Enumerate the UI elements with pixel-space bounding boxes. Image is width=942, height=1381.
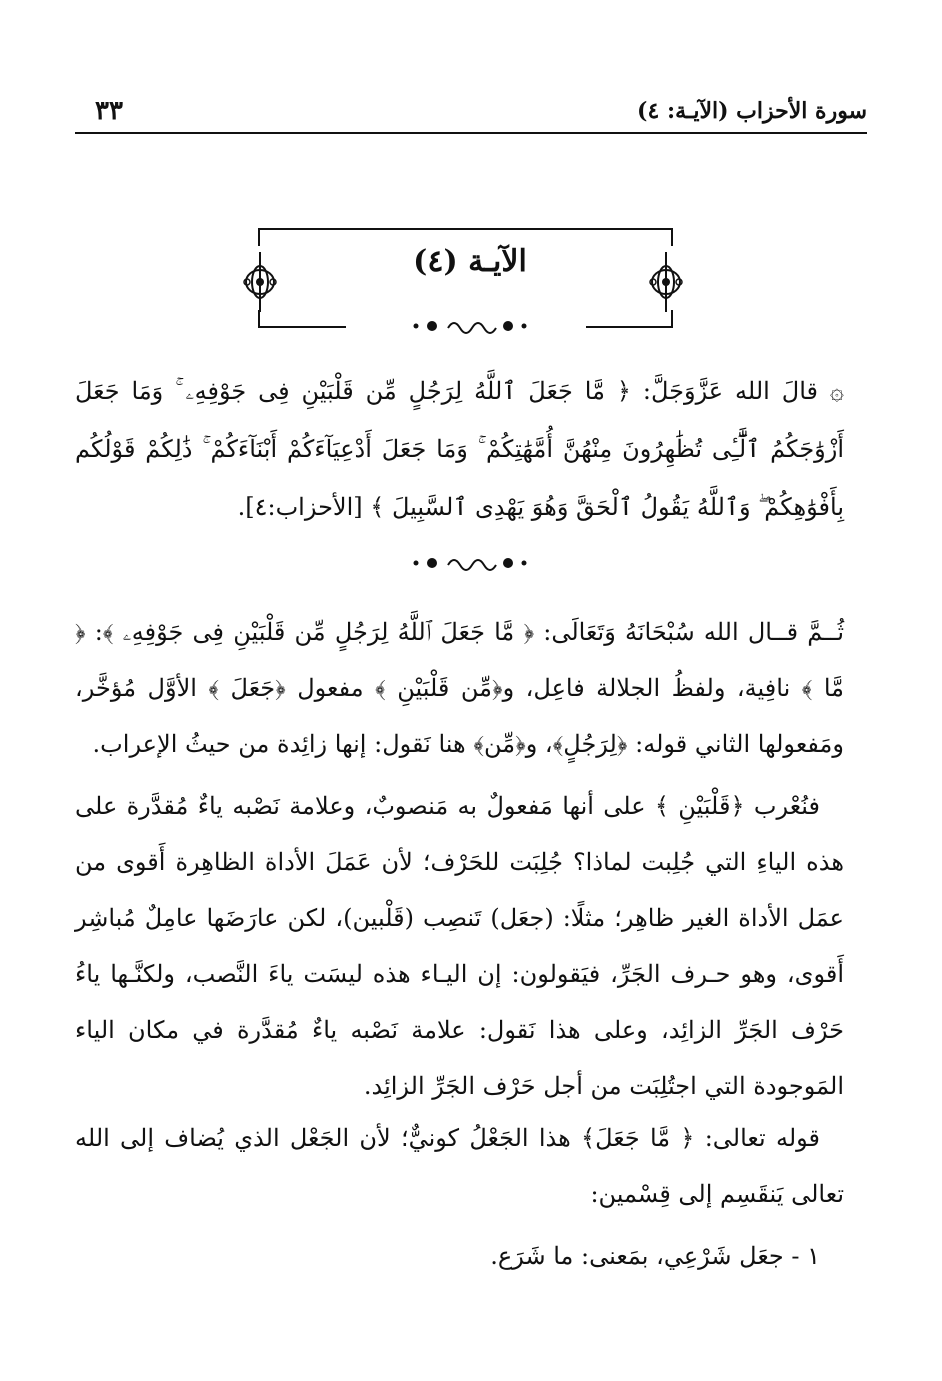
header-rule	[75, 132, 867, 134]
running-title: سورة الأحزاب (الآيـة: ٤)	[637, 98, 867, 124]
commentary-block-4	[75, 1228, 844, 1284]
dot-divider-icon	[410, 318, 530, 334]
knot-ornament-icon	[646, 252, 686, 312]
page-header	[75, 96, 867, 132]
verse-paragraph: ۞ قالَ الله عَزَّوَجَلَّ: ﴿ مَّا جَعَلَ ٱللَّهُ لِرَجُلٍ مِّن قَلْبَيْنِ فِى جَوْفِهِۦ ۚ وَمَا جَعَلَ أَزْوَٰجَكُمُ ٱلَّٰٓـِٔى تُظَٰهِرُونَ مِنْهُنَّ أُمَّهَٰتِكُمْ ۚ وَمَا جَعَلَ أَدْعِيَآءَكُمْ أَبْنَآءَكُمْ ۚ ذَٰلِكُمْ قَوْلُكُم بِأَفْوَٰهِكُمْ ۖ وَٱللَّهُ يَقُولُ ٱلْحَقَّ وَهُوَ يَهْدِى ٱلسَّبِيلَ ﴾ [الأحزاب:٤].	[75, 377, 844, 521]
page-number: ٣٣	[95, 96, 123, 126]
commentary-paragraph: قوله تعالى: ﴿ مَّا جَعَلَ﴾ هذا الجَعْلُ كونيٌّ؛ لأن الجَعْل الذي يُضاف إلى الله تعالى يَنقَسِم إلى قِسْمين:	[75, 1124, 844, 1208]
commentary-paragraph: فنُعْرب ﴿قَلْبَيْنِ ﴾ على أنها مَفعولٌ به مَنصوبٌ، وعلامة نَصْبه ياءٌ مُقدَّرة على هذه الياءِ التي جُلِبت لماذا؟ جُلِبَت للحَرْف؛ لأن عَمَلَ الأداة الظاهِرة أَقوى من عمَل الأداة الغير ظاهِر؛ مثلًا: (جعَل) تَنصِب (قَلْبين)، لكن عارَضَها عامِلٌ مُباشِر أَقوى، وهو حـرف الجَرِّ، فيَقولون: إن اليـاء هذه ليسَت ياءَ النَّصب، ولكنَّـها ياءُ حَرْف الجَرِّ الزائِد، وعلى هذا نَقول: علامة نَصْبه ياءٌ مُقدَّرة في مكان الياء المَوجودة التي اجتُلِبَت من أجل حَرْف الجَرِّ الزائِد.	[75, 792, 844, 1100]
list-item: ١ - جعَل شَرْعِي، بمَعنى: ما شَرَع.	[490, 1242, 820, 1270]
knot-ornament-icon	[240, 252, 280, 312]
verse-text	[75, 362, 844, 536]
commentary-paragraph: ثُــمَّ قــال الله سُبْحَانَهُ وَتَعَالَى: ﴿ مَّا جَعَلَ ٱللَّهُ لِرَجُلٍ مِّن قَلْبَيْنِ فِى جَوْفِهِۦ ﴾: ﴿ مَّا ﴾ نافِية، ولفظُ الجلالة فاعِل، و﴿مِّن قَلْبَيْنِ ﴾ مفعول ﴿جَعَلَ ﴾ الأوَّل مُؤخَّر، ومَفعولها الثاني قوله: ﴿لِرَجُلٍ﴾، و﴿مِّن﴾ هنا نَقول: إنها زائِدة من حيثُ الإعراب.	[75, 618, 844, 758]
dot-divider-icon	[410, 555, 530, 571]
commentary-block-1	[75, 604, 844, 772]
commentary-block-3	[75, 1110, 844, 1222]
verse-heading: الآيـة (٤)	[413, 244, 527, 279]
commentary-block-2	[75, 778, 844, 1114]
